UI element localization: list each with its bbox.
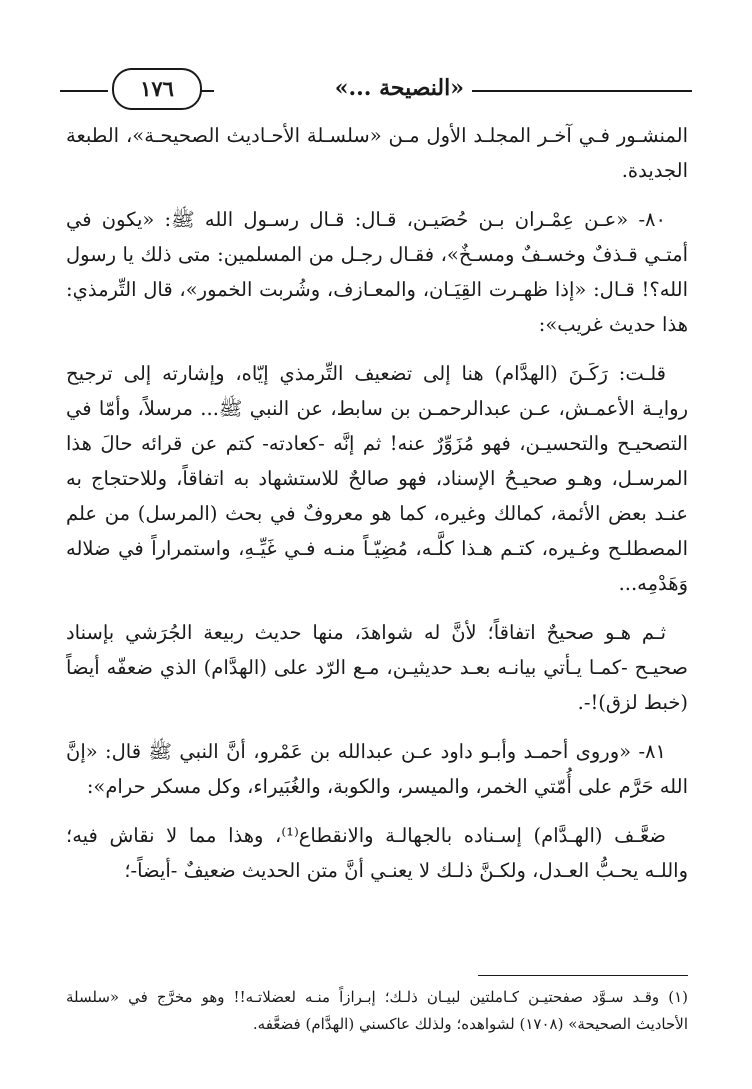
page-number: ١٧٦ <box>112 68 202 110</box>
header-rule-middle <box>200 90 214 92</box>
paragraph: المنشـور فـي آخـر المجلـد الأول مـن «سلسـلة الأحـاديث الصحيحـة»، الطبعة الجديدة. <box>66 124 688 182</box>
paragraph: ٨٠- «عـن عِمْـران بـن حُصَيـن، قـال: قـال رسـول الله ﷺ: «يكون في أمتـي قـذفٌ وخسـفٌ ومسـخٌ»، فقـال رجـل من المسلمين: متى ذلك يا رسول الله؟! قـال: «إذا ظهـرت القِيَـان، والمعـازف، وشُربت الخمور»، قال التِّرمذي: هذا حديث غريب»: <box>66 208 688 336</box>
paragraph: ضعَّـف (الهـدَّام) إسـناده بالجهالـة والانقطاع⁽¹⁾، وهذا مما لا نقاش فيه؛ واللـه يحـبُّ العـدل، ولكـنَّ ذلـك لا يعنـي أنَّ متن الحديث ضعيفٌ -أيضاً-؛ <box>66 824 688 882</box>
main-text <box>66 118 688 902</box>
page-header <box>60 62 692 112</box>
footnote: (١) وقـد سـوَّد صفحتيـن كـاملتين لبيـان ذلـك؛ إبـرازاً منـه لعضلاتـه!! وهو مخرَّج في «سلسلة الأحاديث الصحيحة» (١٧٠٨) لشواهده؛ ولذلك عاكسني (الهدَّام) فضعَّفه. <box>66 988 688 1033</box>
paragraph: ثـم هـو صحيحٌ اتفاقاً؛ لأنَّ له شواهدَ، منها حديث ربيعة الجُرَشي بإسناد صحيـح -كمـا يـأتي بيانـه بعـد حديثيـن، مـع الرّد على (الهدَّام) الذي ضعفّه أيضاً (خبط لزق)!-. <box>66 621 688 714</box>
paragraph: ٨١- «وروى أحمـد وأبـو داود عـن عبدالله بن عَمْرو، أنَّ النبي ﷺ قال: «إنَّ الله حَرَّم على أُمّتي الخمر، والميسر، والكوبة، والغُبَيراء، وكل مسكر حرام»: <box>66 740 688 798</box>
footnote-separator <box>478 975 688 976</box>
paragraph: قلـت: رَكَـنَ (الهدَّام) هنا إلى تضعيف التِّرمذي إيّاه، وإشارته إلى ترجيح روايـة الأعمـش، عـن عبدالرحمـن بن سابط، عن النبي ﷺ... مرسلاً، وأمّا في التصحيـح والتحسيـن، فهو مُزَوِّرٌ عنه! ثم إنَّه -كعادته- كتم عن قرائه حالَ هذا المرسـل، وهـو صحيـحُ الإسناد، فهو صالحٌ للاستشهاد به اتفاقاً، وللاحتجاج به عنـد بعض الأئمة، كمالك وغيره، كما هو معروفٌ في بحث (المرسل) من علم المصطلـح وغـيره، كتـم هـذا كلَّـه، مُضِيّـاً منـه فـي غَيِّـهِ، واستمراراً في ضلاله وَهَدْمِه... <box>66 362 688 595</box>
header-rule-left <box>60 90 108 92</box>
header-rule-right <box>472 90 692 92</box>
footnotes <box>66 984 688 1038</box>
running-title: «النصيحة ...» <box>334 75 464 101</box>
